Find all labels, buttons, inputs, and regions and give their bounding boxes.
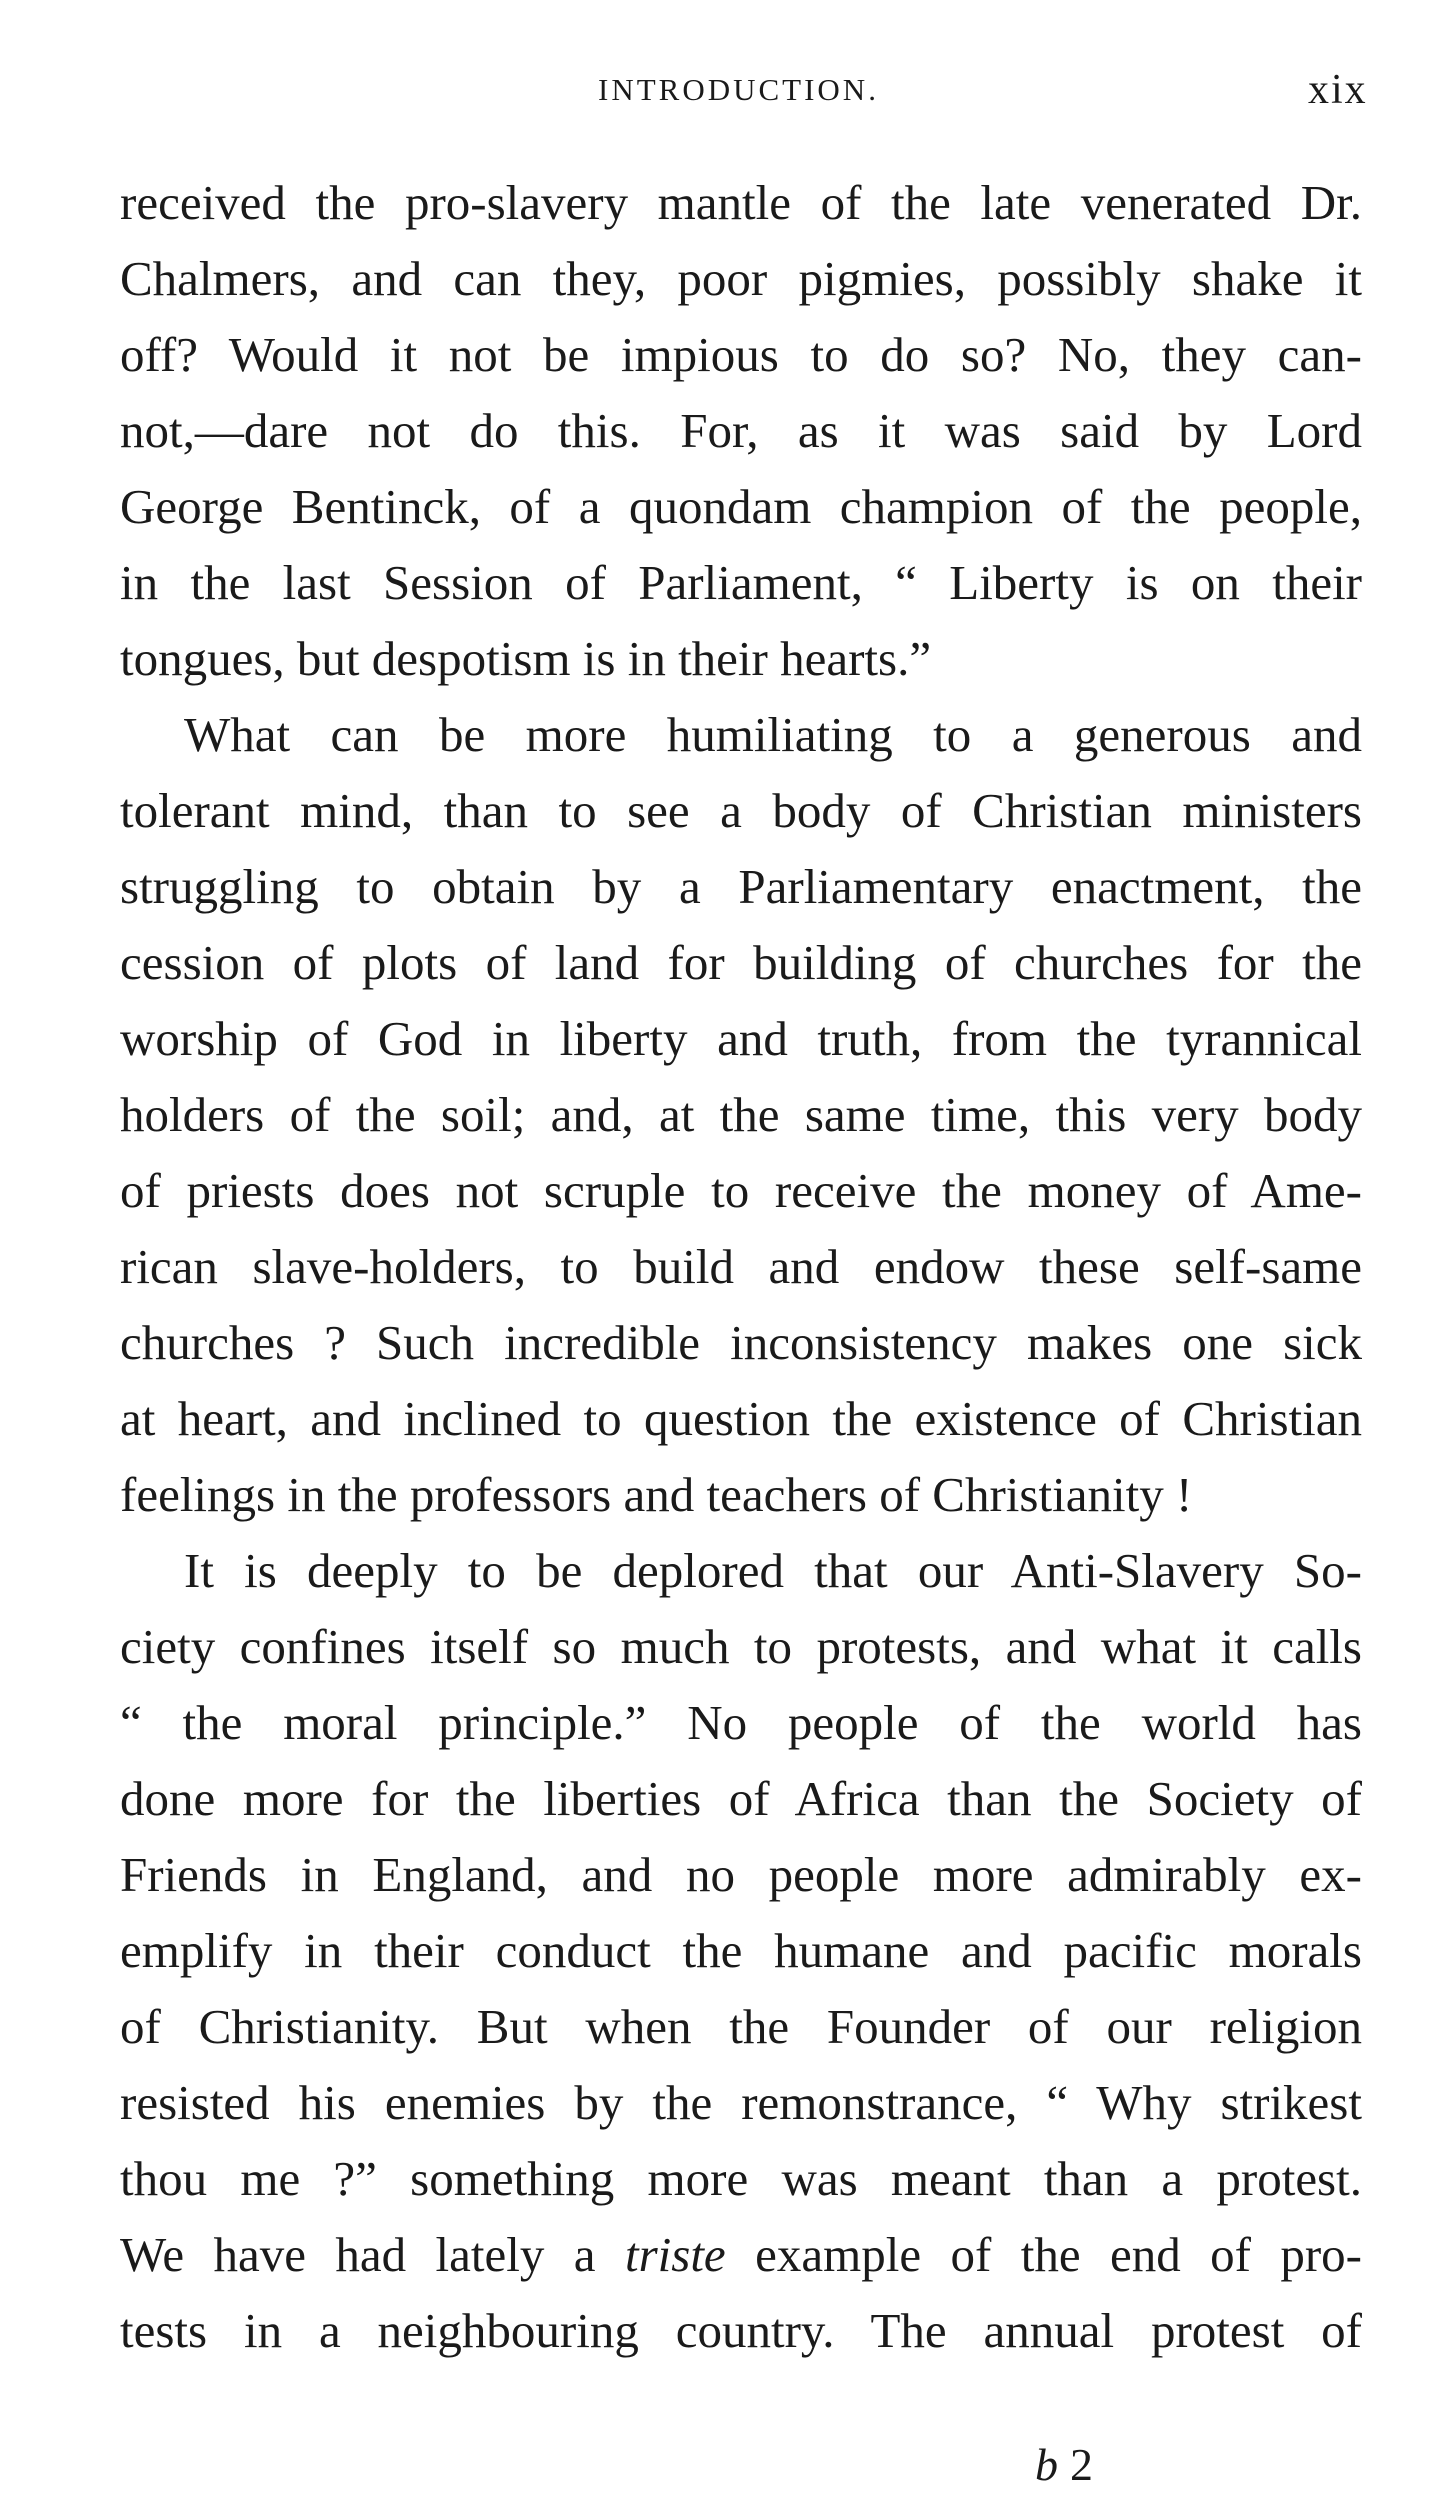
line-text-before: We have had lately a (120, 2227, 625, 2282)
text-line-with-italic (120, 2217, 1362, 2293)
paragraph-1 (120, 165, 1362, 697)
text-line: off? Would it not be impious to do so? No, they can- (120, 327, 1362, 382)
text-line: tests in a neighbouring country. The annual protest of (120, 2303, 1362, 2358)
text-line: “ the moral principle.” No people of the world has (120, 1695, 1362, 1750)
text-line: at heart, and inclined to question the existence of Christian (120, 1391, 1362, 1446)
text-line: holders of the soil; and, at the same time, this very body (120, 1087, 1362, 1142)
signature-number: 2 (1070, 2439, 1099, 2490)
text-line: churches ? Such incredible inconsistency makes one sick (120, 1315, 1362, 1370)
text-line: rican slave-holders, to build and endow these self-same (120, 1239, 1362, 1294)
paragraph-2 (120, 697, 1362, 1533)
line-text-after: example of the end of pro- (725, 2227, 1362, 2282)
text-line: tongues, but despotism is in their hearts.” (120, 631, 932, 686)
text-line: feelings in the professors and teachers of Christianity ! (120, 1467, 1193, 1522)
text-line: of Christianity. But when the Founder of our religion (120, 1999, 1362, 2054)
italic-word: triste (624, 2227, 726, 2282)
text-line: done more for the liberties of Africa than the Society of (120, 1771, 1362, 1826)
text-line: tolerant mind, than to see a body of Christian ministers (120, 783, 1362, 838)
signature-mark (1035, 2438, 1099, 2491)
signature-letter: b (1035, 2439, 1064, 2490)
text-line: received the pro-slavery mantle of the late venerated Dr. (120, 175, 1362, 230)
text-line: of priests does not scruple to receive the money of Ame- (120, 1163, 1362, 1218)
running-title: INTRODUCTION. (598, 72, 879, 107)
text-line: in the last Session of Parliament, “ Liberty is on their (120, 555, 1362, 610)
text-line: worship of God in liberty and truth, from the tyrannical (120, 1011, 1362, 1066)
text-line: What can be more humiliating to a generous and (184, 707, 1362, 762)
text-line: Chalmers, and can they, poor pigmies, possibly shake it (120, 251, 1362, 306)
paragraph-3 (120, 1533, 1362, 2369)
text-line: thou me ?” something more was meant than a protest. (120, 2151, 1362, 2206)
text-line: emplify in their conduct the humane and pacific morals (120, 1923, 1362, 1978)
text-line: George Bentinck, of a quondam champion of the people, (120, 479, 1362, 534)
text-line: not,—dare not do this. For, as it was said by Lord (120, 403, 1362, 458)
body-text (120, 165, 1362, 2369)
text-line: ciety confines itself so much to protests, and what it calls (120, 1619, 1362, 1674)
text-line: Friends in England, and no people more admirably ex- (120, 1847, 1362, 1902)
text-line: struggling to obtain by a Parliamentary enactment, the (120, 859, 1362, 914)
text-line: It is deeply to be deplored that our Anti-Slavery So- (184, 1543, 1362, 1598)
text-line: cession of plots of land for building of churches for the (120, 935, 1362, 990)
running-head (0, 67, 1450, 122)
text-line: resisted his enemies by the remonstrance, “ Why strikest (120, 2075, 1362, 2130)
page-number: xix (1308, 67, 1368, 113)
